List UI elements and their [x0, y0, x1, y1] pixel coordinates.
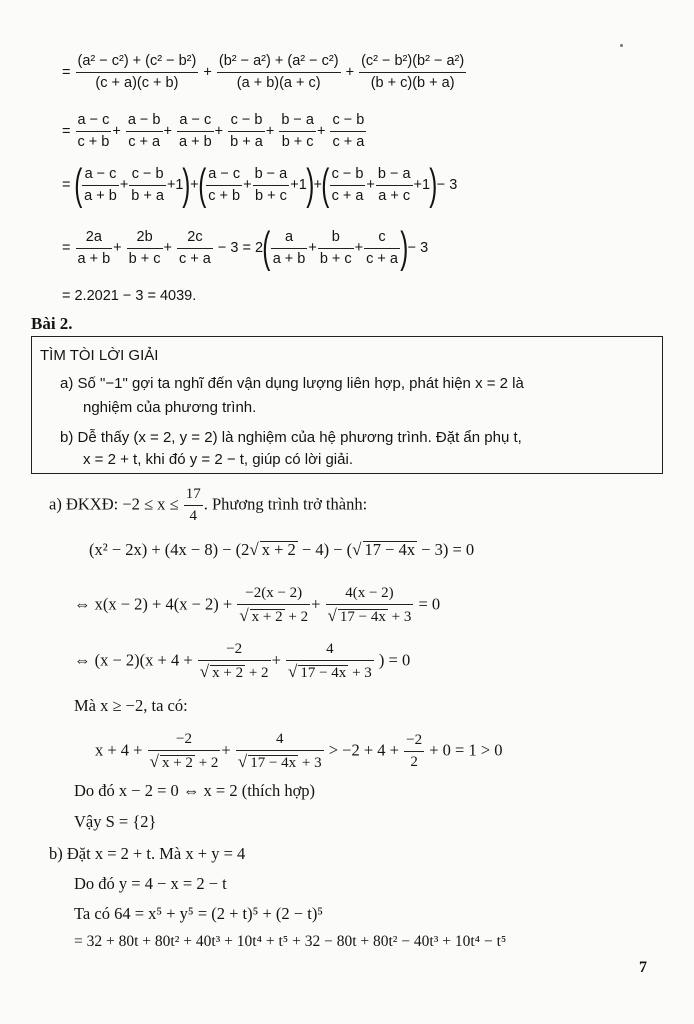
- page-number: 7: [639, 959, 647, 976]
- math-line-5: = 2.2021 − 3 = 4039.: [62, 288, 197, 304]
- sol-b-line2: Do đó y = 4 − x = 2 − t: [74, 874, 227, 893]
- fraction: $\frac{a - c}{a + b}$: [179, 112, 212, 150]
- solution-set: Vậy S = {2}: [74, 812, 157, 831]
- conclusion-line: Do đó x − 2 = 0 ⇔ x = 2 (thích hợp): [74, 781, 316, 800]
- fraction: $\frac{c - b}{c + a}$: [332, 112, 365, 150]
- dkxd-line: a) ĐKXĐ: −2 ≤ x ≤ $\frac{17}{4}$ . Phương trình trở thành:: [49, 486, 368, 524]
- hint-b-line2: x = 2 + t, khi đó y = 2 − t, giúp có lời giải.: [83, 451, 353, 468]
- math-line-4: = $\frac{2a}{a + b}$ + $\frac{2b}{b + c}$ + $\frac{2c}{c + a}$ − 3 = 2( $\frac{a}{a + b}$ + $\frac{b}{b + c}$ + $\frac{c}{c + a}$ )− 3: [62, 223, 429, 272]
- math-line-2: = $\frac{a - c}{c + b}$ + $\frac{a - b}{c + a}$ + $\frac{a - c}{a + b}$ + $\frac{c - b}{b + a}$ + $\frac{b - a}{b + c}$ + $\frac{c - b}{c + a}$: [62, 112, 365, 150]
- hint-a-line1: a) Số "−1" gợi ta nghĩ đến vận dụng lượng liên hợp, phát hiện x = 2 là: [60, 375, 524, 392]
- sol-b-line1: b) Đặt x = 2 + t. Mà x + y = 4: [49, 844, 246, 863]
- fraction: $\frac{b - a}{b + c}$: [281, 112, 314, 150]
- fraction: $\frac{\text{(c² − b²)(b² − a²)}}{(b + c)(b + a)}$: [361, 53, 465, 91]
- fraction: $\frac{c - b}{b + a}$: [230, 112, 263, 150]
- equation-3: ⇔ (x − 2)(x + 4 + $\frac{-2}{√ x + 2 + 2}$ + $\frac{4}{√ 17 - 4x + 3}$ ) = 0: [74, 641, 411, 681]
- hint-title: TÌM TÒI LỜI GIẢI: [40, 347, 159, 364]
- fraction: $\frac{a - c}{c + b}$: [77, 112, 110, 150]
- condition-line: Mà x ≥ −2, ta có:: [74, 696, 188, 715]
- fraction: $\frac{\text{(a² − c²) + (c² − b²)}}{(c + a)(c + b)}$: [77, 53, 197, 91]
- equation-2: ⇔ x(x − 2) + 4(x − 2) + $\frac{-2(x - 2)}{√ x + 2 + 2}$ + $\frac{4(x - 2)}{√ 17 - 4x + 3}$ = 0: [74, 585, 441, 625]
- section-title: Bài 2.: [31, 314, 73, 333]
- math-line-3: = ( $\frac{a - c}{a + b}$ + $\frac{c - b}{b + a}$ +1)+( $\frac{a - c}{c + b}$ + $\frac{b - a}{b + c}$ +1)+( $\frac{c - b}{c + a}$ + $\frac{b - a}{a + c}$ +1)− 3: [62, 160, 458, 209]
- math-line-1: = $\frac{\text{(a² − c²) + (c² − b²)}}{(c + a)(c + b)}$ + $\frac{\text{(b² − a²) + (a² − c²)}}{(a + b)(a + c)}$ + $\frac{\text{(c² − b²)(b² − a²)}}{(b + c)(b + a)}$: [62, 53, 465, 91]
- sol-b-line3: Ta có 64 = x⁵ + y⁵ = (2 + t)⁵ + (2 − t)⁵: [74, 904, 324, 923]
- inequality-line: x + 4 + $\frac{-2}{√ x + 2 + 2}$ + $\frac{4}{√ 17 - 4x + 3}$ > −2 + 4 + $\frac{-2}{2}$ + 0 = 1 > 0: [95, 731, 503, 771]
- fraction: $\frac{a - b}{c + a}$: [127, 112, 161, 150]
- hint-a-line2: nghiệm của phương trình.: [83, 399, 257, 416]
- speck: [620, 44, 623, 47]
- hint-b-line1: b) Dễ thấy (x = 2, y = 2) là nghiệm của hệ phương trình. Đặt ẩn phụ t,: [60, 429, 522, 446]
- fraction: $\frac{\text{(b² − a²) + (a² − c²)}}{(a + b)(a + c)}$: [218, 53, 339, 91]
- hint-box: [31, 336, 663, 474]
- equation-1: (x² − 2x) + (4x − 8) − (2√ x + 2 − 4) − (√ 17 − 4x − 3) = 0: [89, 540, 475, 559]
- sol-b-line4: = 32 + 80t + 80t² + 40t³ + 10t⁴ + t⁵ + 32 − 80t + 80t² − 40t³ + 10t⁴ − t⁵: [74, 933, 507, 950]
